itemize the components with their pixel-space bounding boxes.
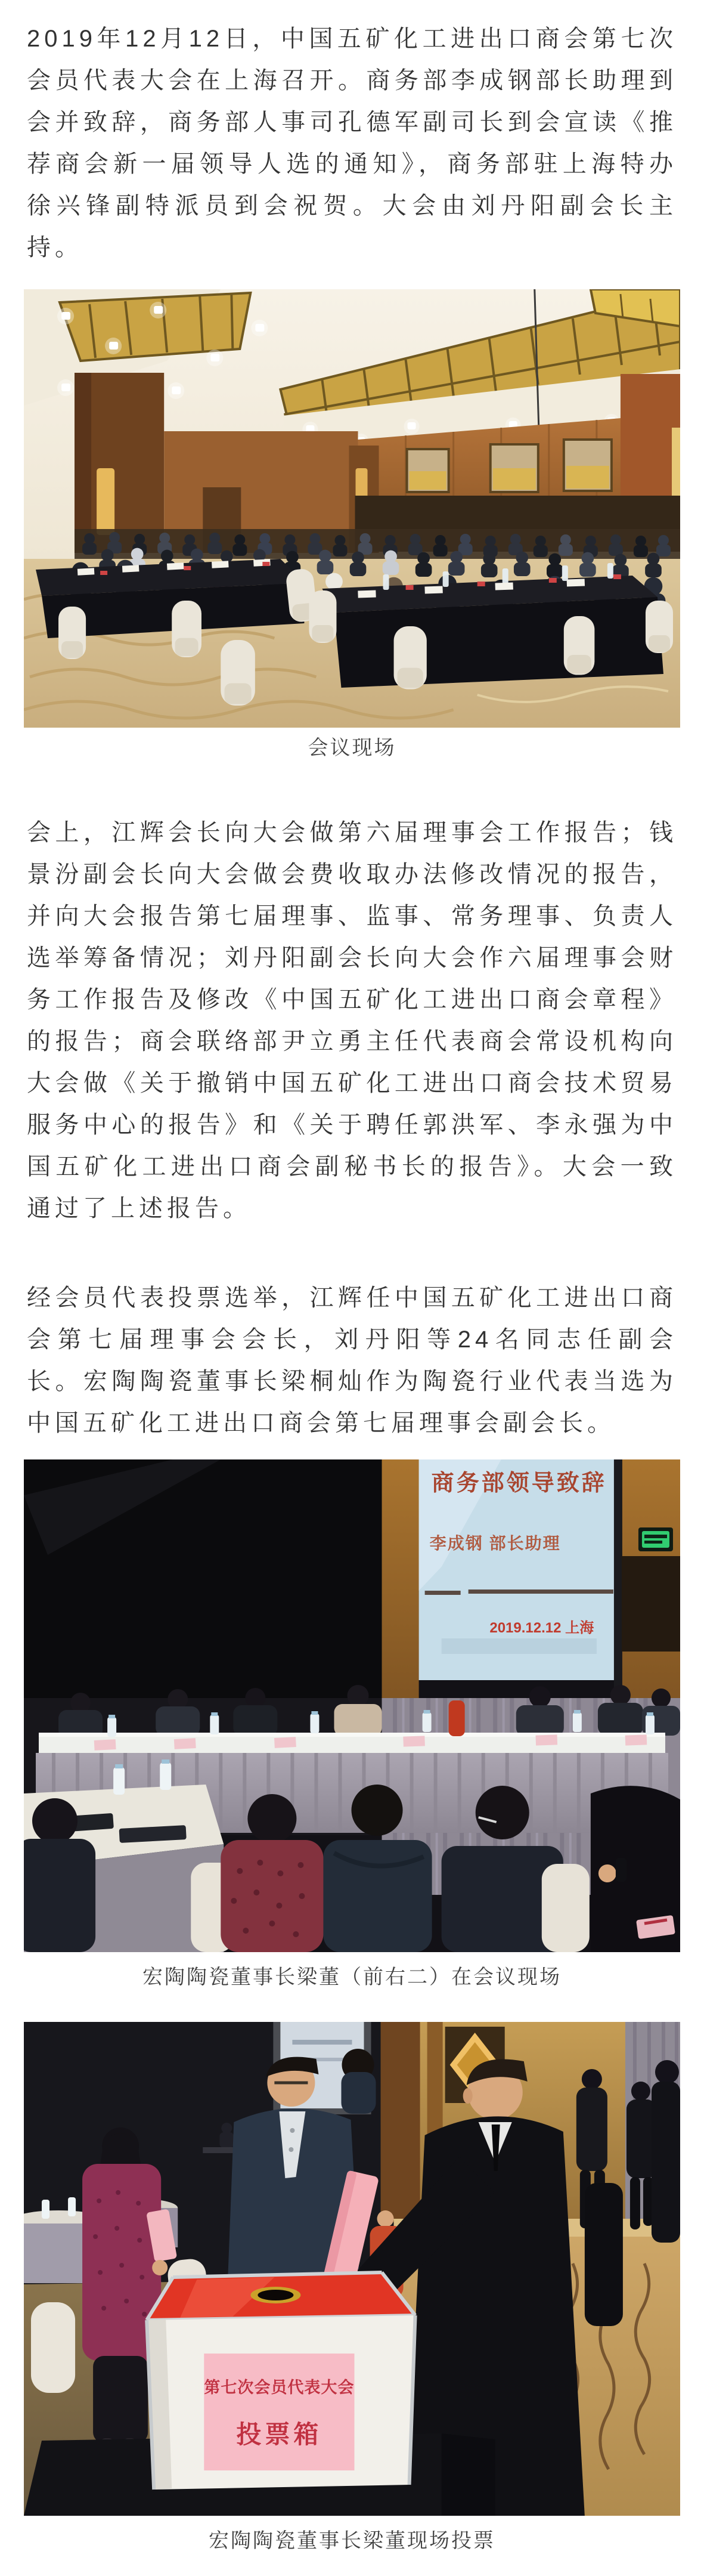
photo-caption: 宏陶陶瓷董事长梁董现场投票: [209, 2529, 495, 2552]
photo-caption: 会议现场: [308, 737, 396, 759]
wall-sconce-light: [97, 468, 114, 535]
screen-date: 2019.12.12 上海: [489, 1620, 594, 1636]
ballot-slot: [258, 2290, 293, 2300]
ballot-box-label: [204, 2354, 354, 2470]
ballot-box: [147, 2272, 415, 2490]
photo-meeting-hall[interactable]: [24, 289, 680, 728]
photo-caption: 宏陶陶瓷董事长梁董（前右二）在会议现场: [142, 1966, 562, 1989]
exit-sign: [642, 1531, 669, 1548]
right-wall: [622, 1459, 680, 1717]
paragraph-reports: 会上，江辉会长向大会做第六届理事会工作报告；钱景汾副会长向大会做会费收取办法修改情况的报告，并向大会报告第七届理事、监事、常务理事、负责人选举筹备情况；刘丹阳副会长向大会作六届理事会财务工作报告及修改《中国五矿化工进出口商会章程》的报告；商会联络部尹立勇主任代表商会常设机构向大会做《关于撤销中国五矿化工进出口商会技术贸易服务中心的报告》和《关于聘任郭洪军、李永强为中国五矿化工进出口商会副秘书长的报告》。大会一致通过了上述报告。: [27, 820, 677, 1221]
ballot-box-label-text: 投票箱: [236, 2420, 322, 2448]
red-thermos: [449, 1700, 465, 1736]
ballot-box-event-text: 第七次会员代表大会: [204, 2379, 355, 2396]
figure-voting: [24, 2022, 680, 2554]
doorway: [622, 1556, 680, 1652]
paragraph-election: 经会员代表投票选举，江辉任中国五矿化工进出口商会第七届理事会会长，刘丹阳等24名同志任副会长。宏陶陶瓷董事长梁桐灿作为陶瓷行业代表当选为中国五矿化工进出口商会第七届理事会副会长。: [27, 1285, 677, 1436]
figure-meeting-table: [24, 1459, 680, 1990]
hand: [598, 1864, 616, 1882]
paragraph-intro: 2019年12月12日，中国五矿化工进出口商会第七次会员代表大会在上海召开。商务部李成钢部长助理到会并致辞，商务部人事司孔德军副司长到会宣读《推荐商会新一届领导人选的通知》，商务部驻上海特办徐兴锋副特派员到会祝贺。大会由刘丹阳副会长主持。: [27, 26, 677, 261]
photo-meeting-table[interactable]: [24, 1459, 680, 1952]
screen-title: 商务部领导致辞: [431, 1471, 607, 1496]
photo-voting[interactable]: [24, 2022, 680, 2516]
screen-presenter: 李成钢 部长助理: [429, 1534, 561, 1553]
projection-screen: [419, 1459, 622, 1698]
figure-meeting-hall: [24, 289, 680, 761]
